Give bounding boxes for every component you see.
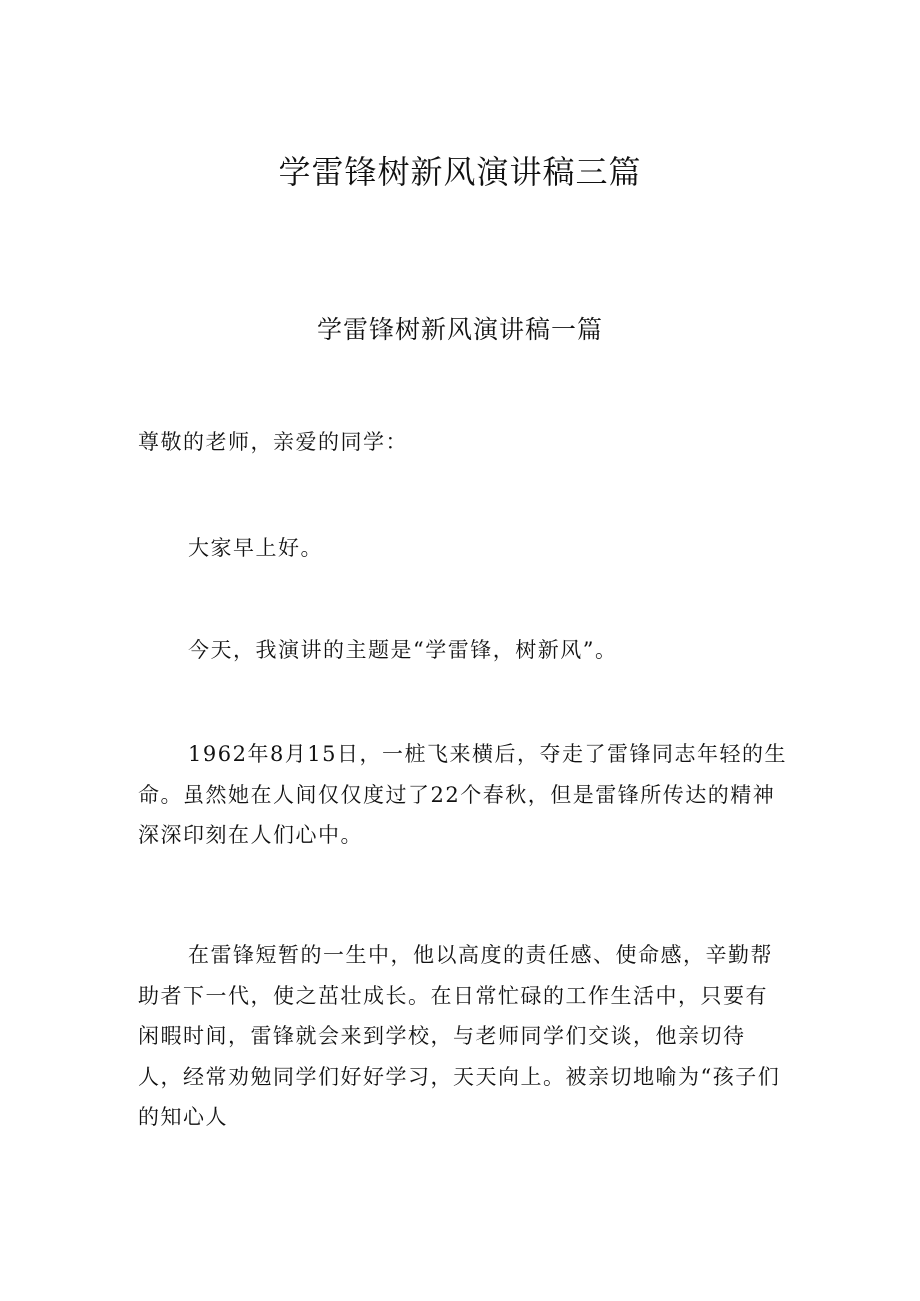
- document-title: 学雷锋树新风演讲稿三篇: [278, 153, 642, 191]
- paragraph-theme: 今天，我演讲的主题是“学雷锋，树新风”。: [188, 638, 618, 662]
- salutation: 尊敬的老师，亲爱的同学：: [138, 430, 408, 454]
- paragraph-life: 在雷锋短暂的一生中，他以高度的责任感、使命感，辛勤帮助者下一代，使之茁壮成长。在日常忙碌的工作生活中，只要有闲暇时间，雷锋就会来到学校，与老师同学们交谈，他亲切待人，经常劝勉同学们好好学习，天天向上。被亲切地喻为“孩子们的知心人: [138, 943, 781, 1129]
- section-title: 学雷锋树新风演讲稿一篇: [316, 315, 603, 344]
- paragraph-greeting: 大家早上好。: [188, 536, 323, 560]
- paragraph-history: 1962年8月15日，一桩飞来横后，夺走了雷锋同志年轻的生命。虽然她在人间仅仅度过了22个春秋，但是雷锋所传达的精神深深印刻在人们心中。: [138, 742, 788, 847]
